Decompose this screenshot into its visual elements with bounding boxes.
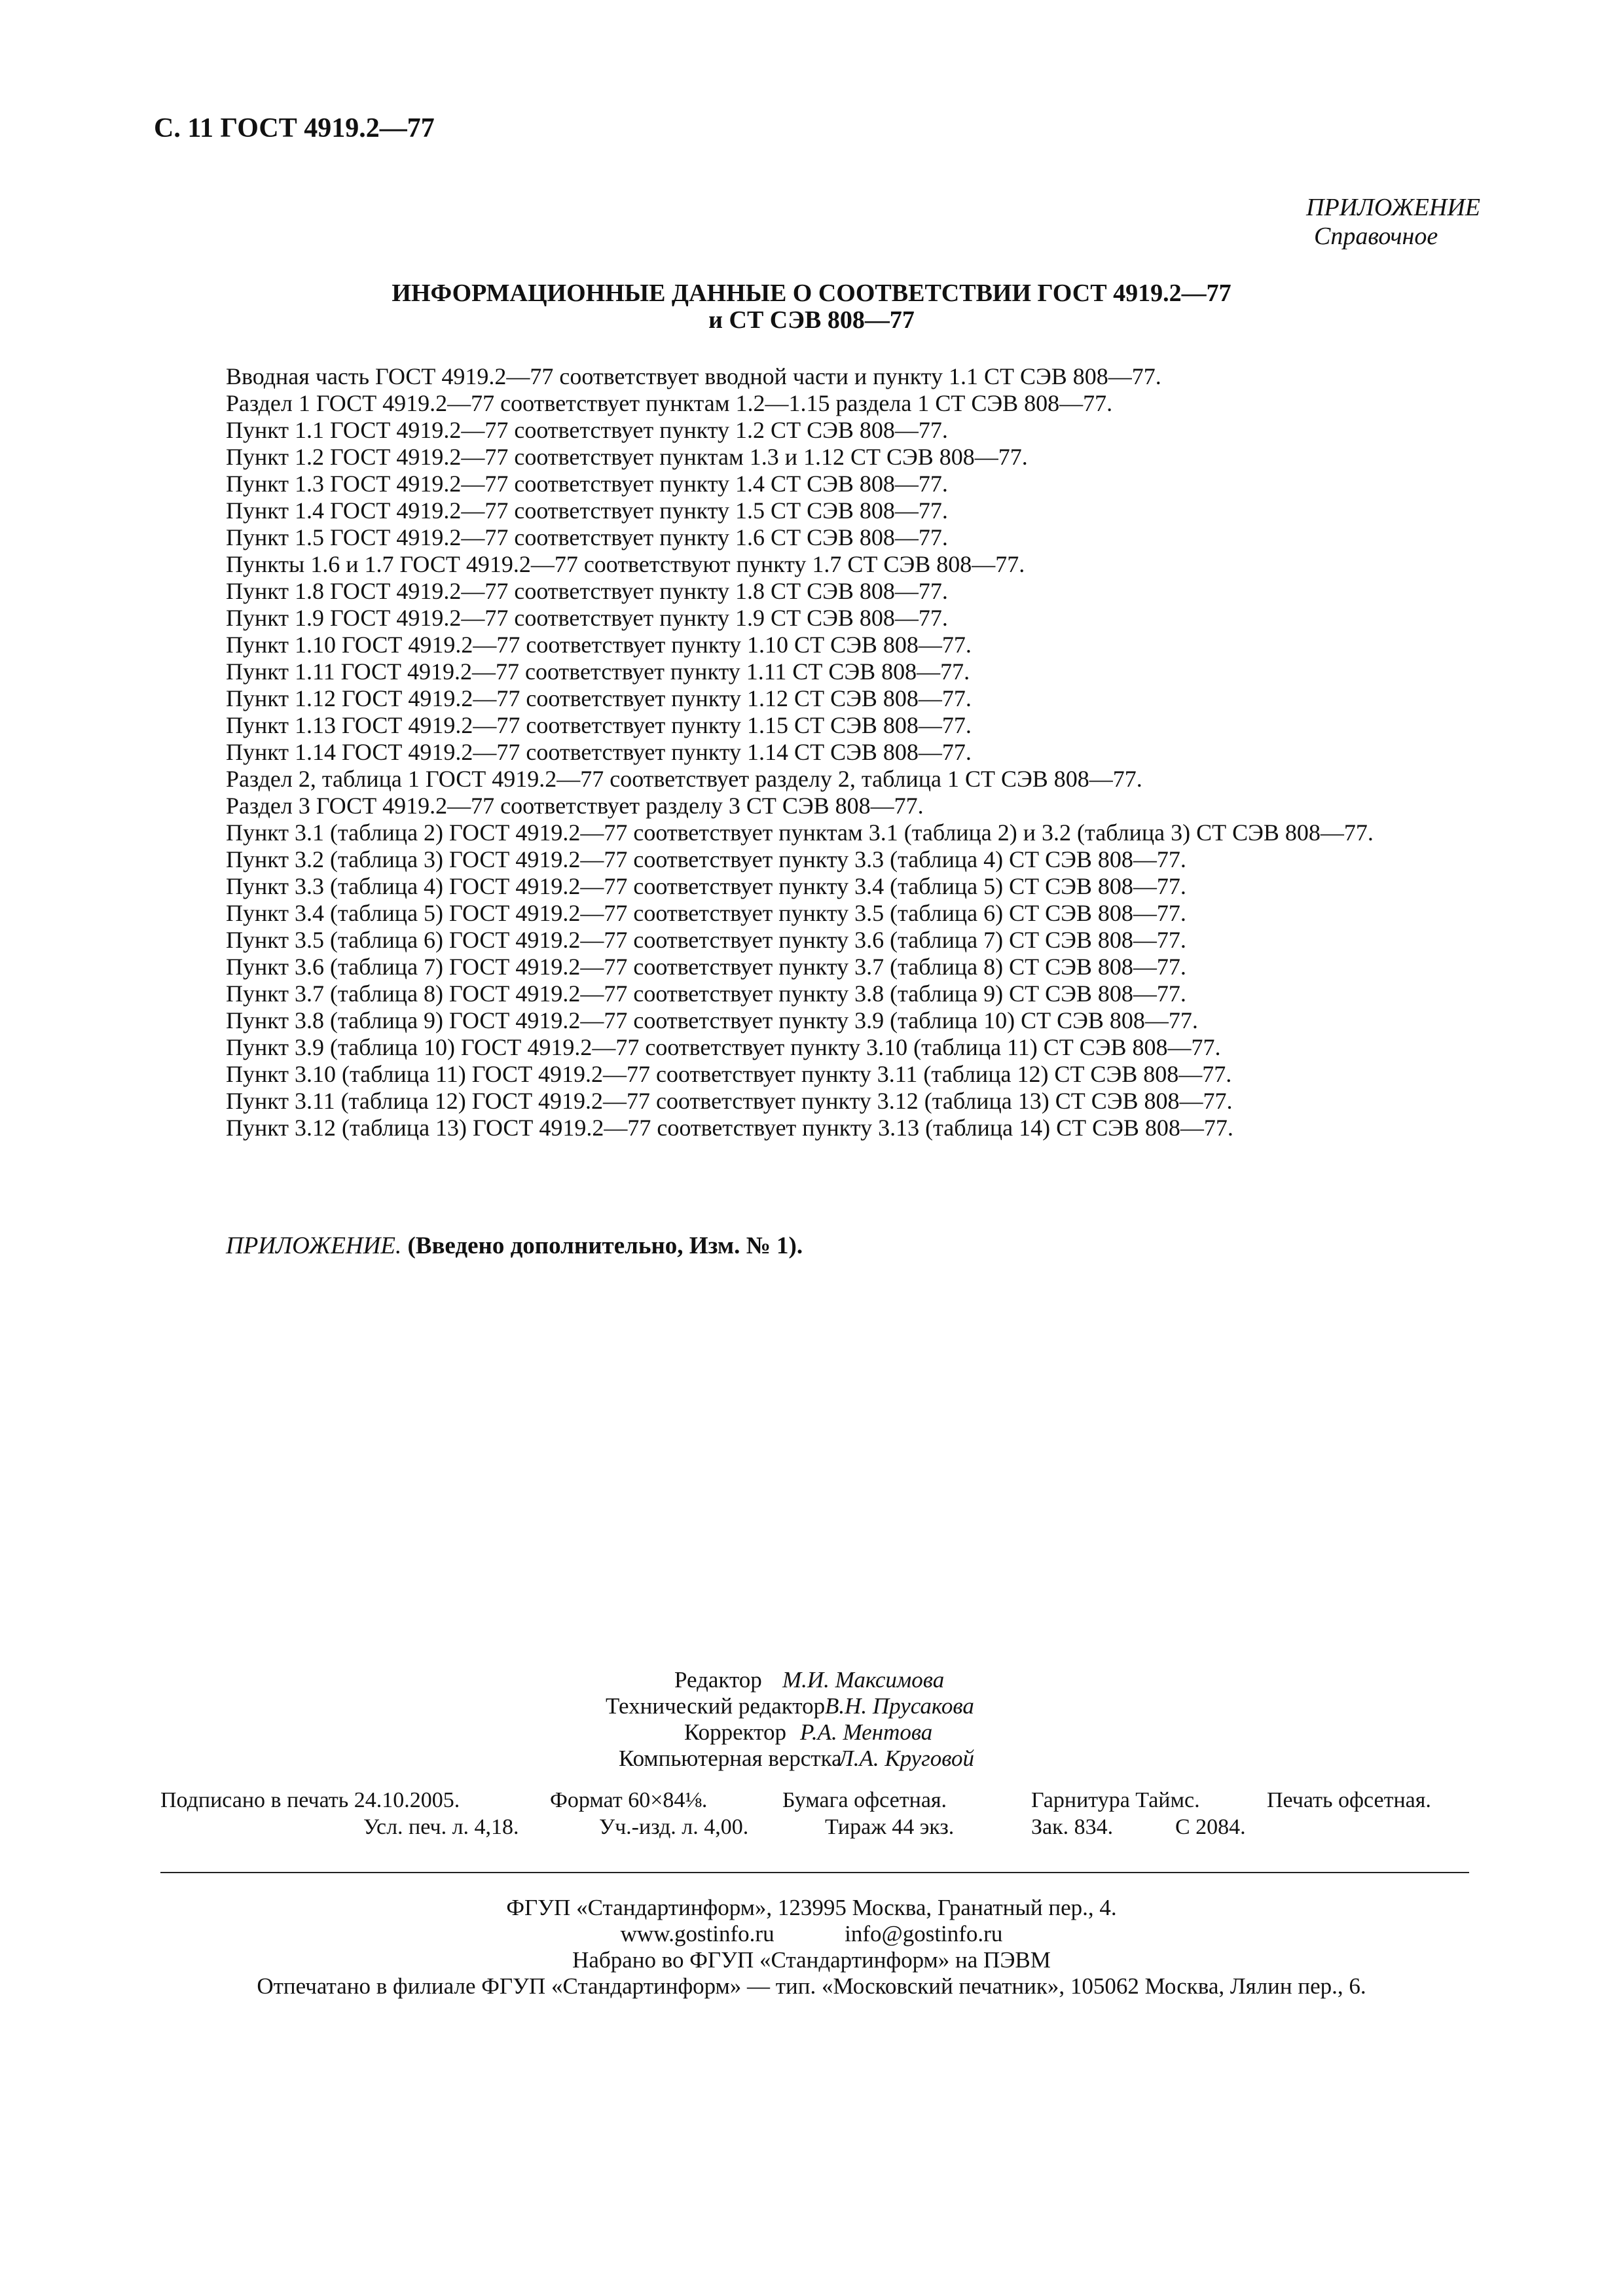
publisher-block <box>0 1895 1623 2000</box>
print-sheets: Усл. печ. л. 4,18. <box>363 1815 519 1839</box>
correspondence-item: Пункт 3.6 (таблица 7) ГОСТ 4919.2—77 соответствует пункту 3.7 (таблица 8) СТ СЭВ 808—77. <box>226 954 1186 980</box>
title-line-1: ИНФОРМАЦИОННЫЕ ДАННЫЕ О СООТВЕТСТВИИ ГОСТ 4919.2—77 <box>392 279 1231 307</box>
correspondence-item: Пункт 3.8 (таблица 9) ГОСТ 4919.2—77 соответствует пункту 3.9 (таблица 10) СТ СЭВ 808—77. <box>226 1007 1198 1033</box>
imprint-block <box>160 1787 1469 1840</box>
print-run: Тираж 44 экз. <box>825 1815 955 1839</box>
signed-date: Подписано в печать 24.10.2005. <box>160 1788 460 1812</box>
corrector-name: Р.А. Ментова <box>800 1719 933 1745</box>
correspondence-item: Пункт 3.1 (таблица 2) ГОСТ 4919.2—77 соответствует пунктам 3.1 (таблица 2) и 3.2 (таблица 3) СТ СЭВ 808—77. <box>226 819 1374 846</box>
correspondence-item: Пункт 3.9 (таблица 10) ГОСТ 4919.2—77 соответствует пункту 3.10 (таблица 11) СТ СЭВ 808—77. <box>226 1034 1221 1060</box>
correspondence-item: Пункт 3.3 (таблица 4) ГОСТ 4919.2—77 соответствует пункту 3.4 (таблица 5) СТ СЭВ 808—77. <box>226 873 1186 899</box>
correspondence-item: Пункты 1.6 и 1.7 ГОСТ 4919.2—77 соответствуют пункту 1.7 СТ СЭВ 808—77. <box>226 551 1025 577</box>
layout-role: Компьютерная верстка <box>619 1746 842 1771</box>
credits-block <box>0 1667 1623 1772</box>
publisher-address: ФГУП «Стандартинформ», 123995 Москва, Гранатный пер., 4. <box>506 1895 1117 1920</box>
publisher-website[interactable]: www.gostinfo.ru <box>620 1921 775 1946</box>
correspondence-item: Пункт 3.11 (таблица 12) ГОСТ 4919.2—77 соответствует пункту 3.12 (таблица 13) СТ СЭВ 808—77. <box>226 1088 1233 1114</box>
appendix-label <box>1306 193 1480 251</box>
correspondence-item: Раздел 3 ГОСТ 4919.2—77 соответствует разделу 3 СТ СЭВ 808—77. <box>226 793 924 819</box>
divider <box>160 1872 1469 1873</box>
print-method: Печать офсетная. <box>1267 1788 1431 1812</box>
correspondence-item: Пункт 1.9 ГОСТ 4919.2—77 соответствует пункту 1.9 СТ СЭВ 808—77. <box>226 605 948 631</box>
typeset-note: Набрано во ФГУП «Стандартинформ» на ПЭВМ <box>572 1947 1051 1973</box>
correspondence-item: Раздел 2, таблица 1 ГОСТ 4919.2—77 соответствует разделу 2, таблица 1 СТ СЭВ 808—77. <box>226 766 1142 792</box>
paper-format: Формат 60×84⅛. <box>550 1788 708 1812</box>
typeface: Гарнитура Таймс. <box>1031 1788 1200 1812</box>
amendment-note <box>226 1232 803 1260</box>
correspondence-item: Пункт 3.4 (таблица 5) ГОСТ 4919.2—77 соответствует пункту 3.5 (таблица 6) СТ СЭВ 808—77. <box>226 900 1186 926</box>
page-header: С. 11 ГОСТ 4919.2—77 <box>154 113 435 143</box>
order-number: Зак. 834. <box>1031 1815 1114 1839</box>
document-title <box>0 280 1623 334</box>
note-label: ПРИЛОЖЕНИЕ. <box>226 1232 402 1259</box>
tech-editor-name: В.Н. Прусакова <box>825 1693 974 1719</box>
appendix-type: Справочное <box>1314 223 1438 250</box>
layout-name: Л.А. Круговой <box>838 1746 975 1771</box>
correspondence-item: Раздел 1 ГОСТ 4919.2—77 соответствует пунктам 1.2—1.15 раздела 1 СТ СЭВ 808—77. <box>226 390 1113 416</box>
correspondence-item: Пункт 1.3 ГОСТ 4919.2—77 соответствует пункту 1.4 СТ СЭВ 808—77. <box>226 471 948 497</box>
correspondence-item: Пункт 1.8 ГОСТ 4919.2—77 соответствует пункту 1.8 СТ СЭВ 808—77. <box>226 578 948 604</box>
correspondence-item: Пункт 1.2 ГОСТ 4919.2—77 соответствует пунктам 1.3 и 1.12 СТ СЭВ 808—77. <box>226 444 1028 470</box>
paper-type: Бумага офсетная. <box>782 1788 947 1812</box>
correspondence-item: Вводная часть ГОСТ 4919.2—77 соответствует вводной части и пункту 1.1 СТ СЭВ 808—77. <box>226 363 1161 389</box>
printed-note: Отпечатано в филиале ФГУП «Стандартинформ» — тип. «Московский печатник», 105062 Москва, Лялин пер., 6. <box>257 1973 1366 1999</box>
correspondence-item: Пункт 1.10 ГОСТ 4919.2—77 соответствует пункту 1.10 СТ СЭВ 808—77. <box>226 632 972 658</box>
correspondence-item: Пункт 1.12 ГОСТ 4919.2—77 соответствует пункту 1.12 СТ СЭВ 808—77. <box>226 685 972 711</box>
editor-role: Редактор <box>674 1667 762 1693</box>
correspondence-item: Пункт 1.11 ГОСТ 4919.2—77 соответствует пункту 1.11 СТ СЭВ 808—77. <box>226 658 970 685</box>
appendix-title: ПРИЛОЖЕНИЕ <box>1306 194 1480 221</box>
correspondence-item: Пункт 1.14 ГОСТ 4919.2—77 соответствует пункту 1.14 СТ СЭВ 808—77. <box>226 739 972 765</box>
correspondence-item: Пункт 3.2 (таблица 3) ГОСТ 4919.2—77 соответствует пункту 3.3 (таблица 4) СТ СЭВ 808—77. <box>226 846 1186 872</box>
publisher-contacts <box>0 1921 1623 1947</box>
correspondence-item: Пункт 3.12 (таблица 13) ГОСТ 4919.2—77 соответствует пункту 3.13 (таблица 14) СТ СЭВ 808—77. <box>226 1115 1233 1141</box>
editor-name: М.И. Максимова <box>782 1667 945 1693</box>
correspondence-item: Пункт 3.10 (таблица 11) ГОСТ 4919.2—77 соответствует пункту 3.11 (таблица 12) СТ СЭВ 808—77. <box>226 1061 1232 1087</box>
tech-editor-role: Технический редактор <box>606 1693 826 1719</box>
publisher-email[interactable]: info@gostinfo.ru <box>845 1921 1003 1946</box>
correspondence-item: Пункт 1.13 ГОСТ 4919.2—77 соответствует пункту 1.15 СТ СЭВ 808—77. <box>226 712 972 738</box>
title-line-2: и СТ СЭВ 808—77 <box>708 306 915 334</box>
note-text: (Введено дополнительно, Изм. № 1). <box>407 1232 803 1259</box>
corrector-role: Корректор <box>684 1719 787 1745</box>
correspondence-item: Пункт 1.1 ГОСТ 4919.2—77 соответствует пункту 1.2 СТ СЭВ 808—77. <box>226 417 948 443</box>
catalog-code: С 2084. <box>1175 1815 1246 1839</box>
correspondence-item: Пункт 3.5 (таблица 6) ГОСТ 4919.2—77 соответствует пункту 3.6 (таблица 7) СТ СЭВ 808—77. <box>226 927 1186 953</box>
publisher-sheets: Уч.-изд. л. 4,00. <box>599 1815 749 1839</box>
correspondence-list <box>154 363 1476 1141</box>
correspondence-item: Пункт 1.5 ГОСТ 4919.2—77 соответствует пункту 1.6 СТ СЭВ 808—77. <box>226 524 948 550</box>
correspondence-item: Пункт 3.7 (таблица 8) ГОСТ 4919.2—77 соответствует пункту 3.8 (таблица 9) СТ СЭВ 808—77. <box>226 980 1186 1007</box>
correspondence-item: Пункт 1.4 ГОСТ 4919.2—77 соответствует пункту 1.5 СТ СЭВ 808—77. <box>226 497 948 524</box>
